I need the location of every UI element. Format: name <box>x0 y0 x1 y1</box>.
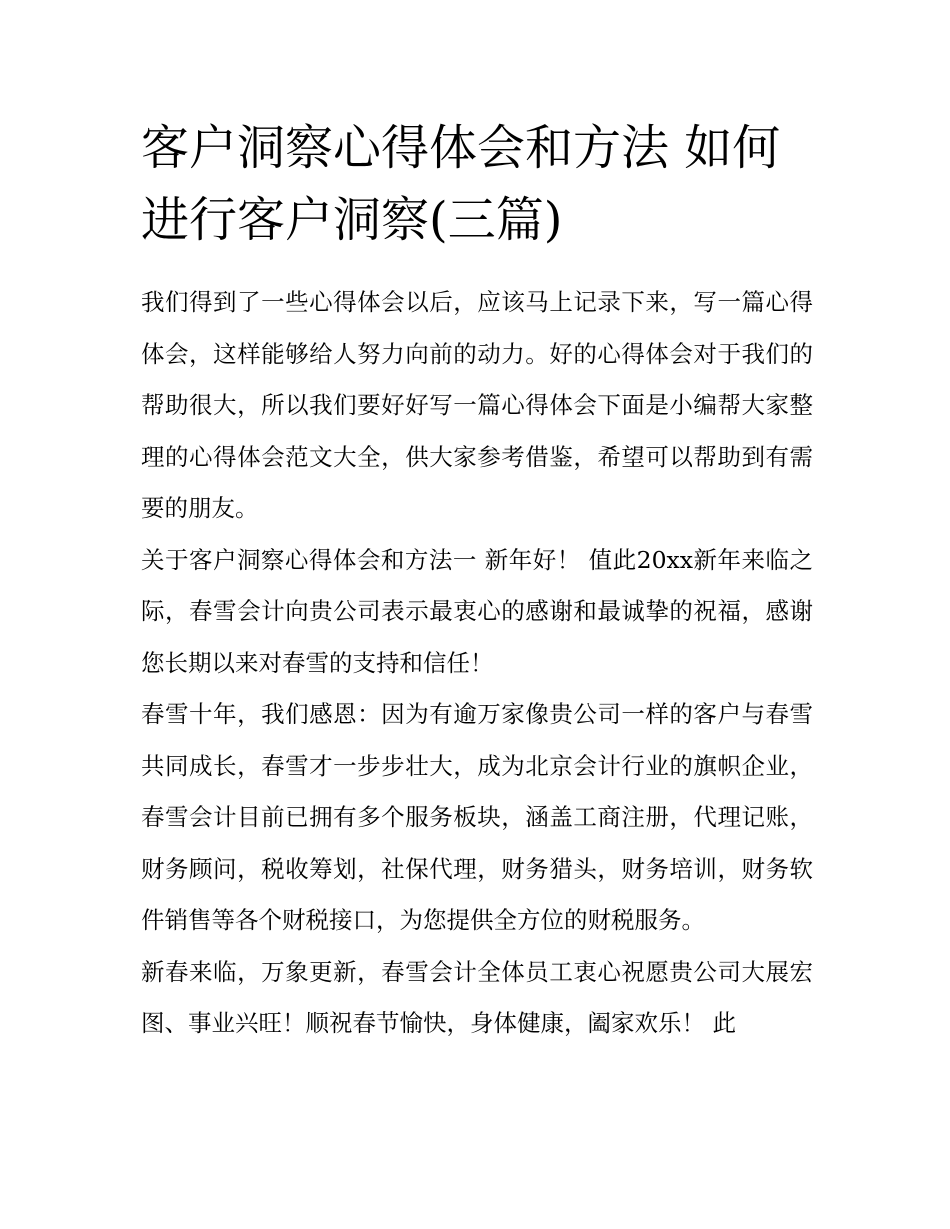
paragraph-company-growth: 春雪十年，我们感恩：因为有逾万家像贵公司一样的客户与春雪共同成长，春雪才一步步壮大，成为北京会计行业的旗帜企业，春雪会计目前已拥有多个服务板块，涵盖工商注册，代理记账，财务顾问，税收筹划，社保代理，财务猎头，财务培训，财务软件销售等各个财税接口，为您提供全方位的财税服务。 <box>141 700 813 934</box>
paragraph-intro: 我们得到了一些心得体会以后，应该马上记录下来，写一篇心得体会，这样能够给人努力向前的动力。好的心得体会对于我们的帮助很大，所以我们要好好写一篇心得体会下面是小编帮大家整理的心得体会范文大全，供大家参考借鉴，希望可以帮助到有需要的朋友。 <box>141 288 813 522</box>
paragraph-new-year-wishes: 新春来临，万象更新，春雪会计全体员工衷心祝愿贵公司大展宏图、事业兴旺！顺祝春节愉快，身体健康，阖家欢乐！ 此 <box>141 957 813 1037</box>
paragraph-greeting: 关于客户洞察心得体会和方法一 新年好！ 值此20xx新年来临之际，春雪会计向贵公司表示最衷心的感谢和最诚挚的祝福，感谢您长期以来对春雪的支持和信任！ <box>141 545 813 677</box>
document-body <box>141 112 813 1050</box>
document-title: 客户洞察心得体会和方法 如何进行客户洞察(三篇) <box>141 120 781 248</box>
